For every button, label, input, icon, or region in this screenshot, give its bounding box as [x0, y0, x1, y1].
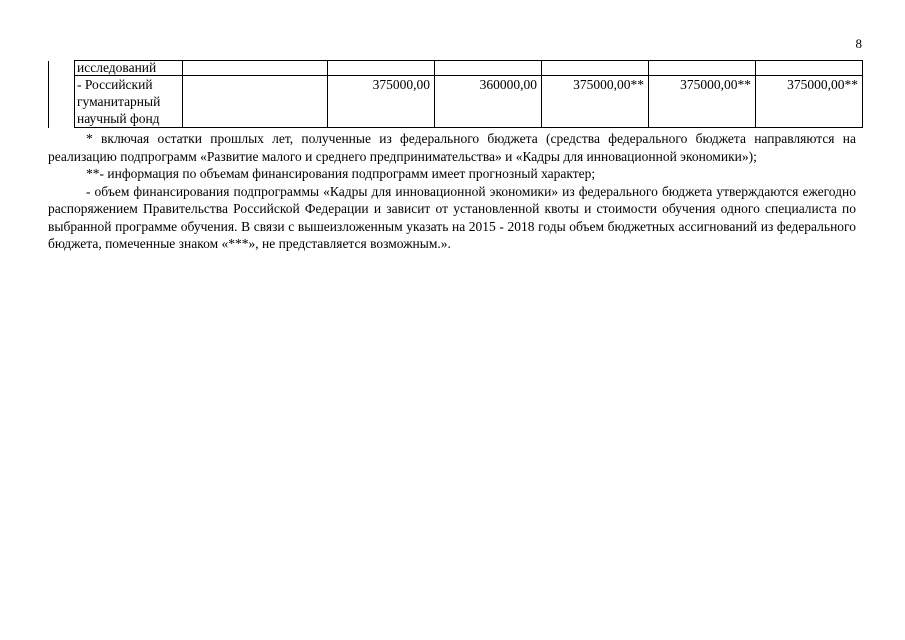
table-cell-value: 375000,00** [649, 76, 756, 128]
label-line: - Российский [77, 77, 153, 92]
table-cell-blank [183, 61, 328, 76]
table-cell-blank [542, 61, 649, 76]
table-cell-blank [435, 61, 542, 76]
footnotes [48, 130, 856, 253]
table-cell-blank [183, 76, 328, 128]
table-cell-label [75, 76, 183, 128]
footnote: * включая остатки прошлых лет, полученные из федерального бюджета (средства федерального бюджета направляются на реализацию подпрограмм «Развитие малого и среднего предпринимательства» и «Кадры для инновационной экономики»); [48, 131, 856, 164]
table-cell-blank [49, 76, 75, 128]
table-cell-blank [328, 61, 435, 76]
label-line: научный фонд [77, 111, 160, 126]
funding-table [48, 60, 863, 128]
table-cell-blank [49, 61, 75, 76]
table-row [49, 61, 863, 76]
table-cell-blank [756, 61, 863, 76]
table-cell-value: 360000,00 [435, 76, 542, 128]
table-row [49, 76, 863, 128]
table-cell-blank [649, 61, 756, 76]
table-cell-value: 375000,00** [756, 76, 863, 128]
table-cell-value: 375000,00** [542, 76, 649, 128]
footnote: **- информация по объемам финансирования подпрограмм имеет прогнозный характер; [86, 166, 596, 181]
table-cell-label: исследований [75, 61, 183, 76]
label-line: гуманитарный [77, 94, 161, 109]
footnote: - объем финансирования подпрограммы «Кадры для инновационной экономики» из федерального бюджета утверждаются ежегодно распоряжением Правительства Российской Федерации и зависит от установленной квоты и стоимости обучения одного специалиста по выбранной программе обучения. В связи с вышеизложенным указать на 2015 - 2018 годы объем бюджетных ассигнований из федерального бюджета, помеченные знаком «***», не представляется возможным.». [48, 183, 856, 251]
page-number: 8 [855, 36, 862, 51]
table-cell-value: 375000,00 [328, 76, 435, 128]
